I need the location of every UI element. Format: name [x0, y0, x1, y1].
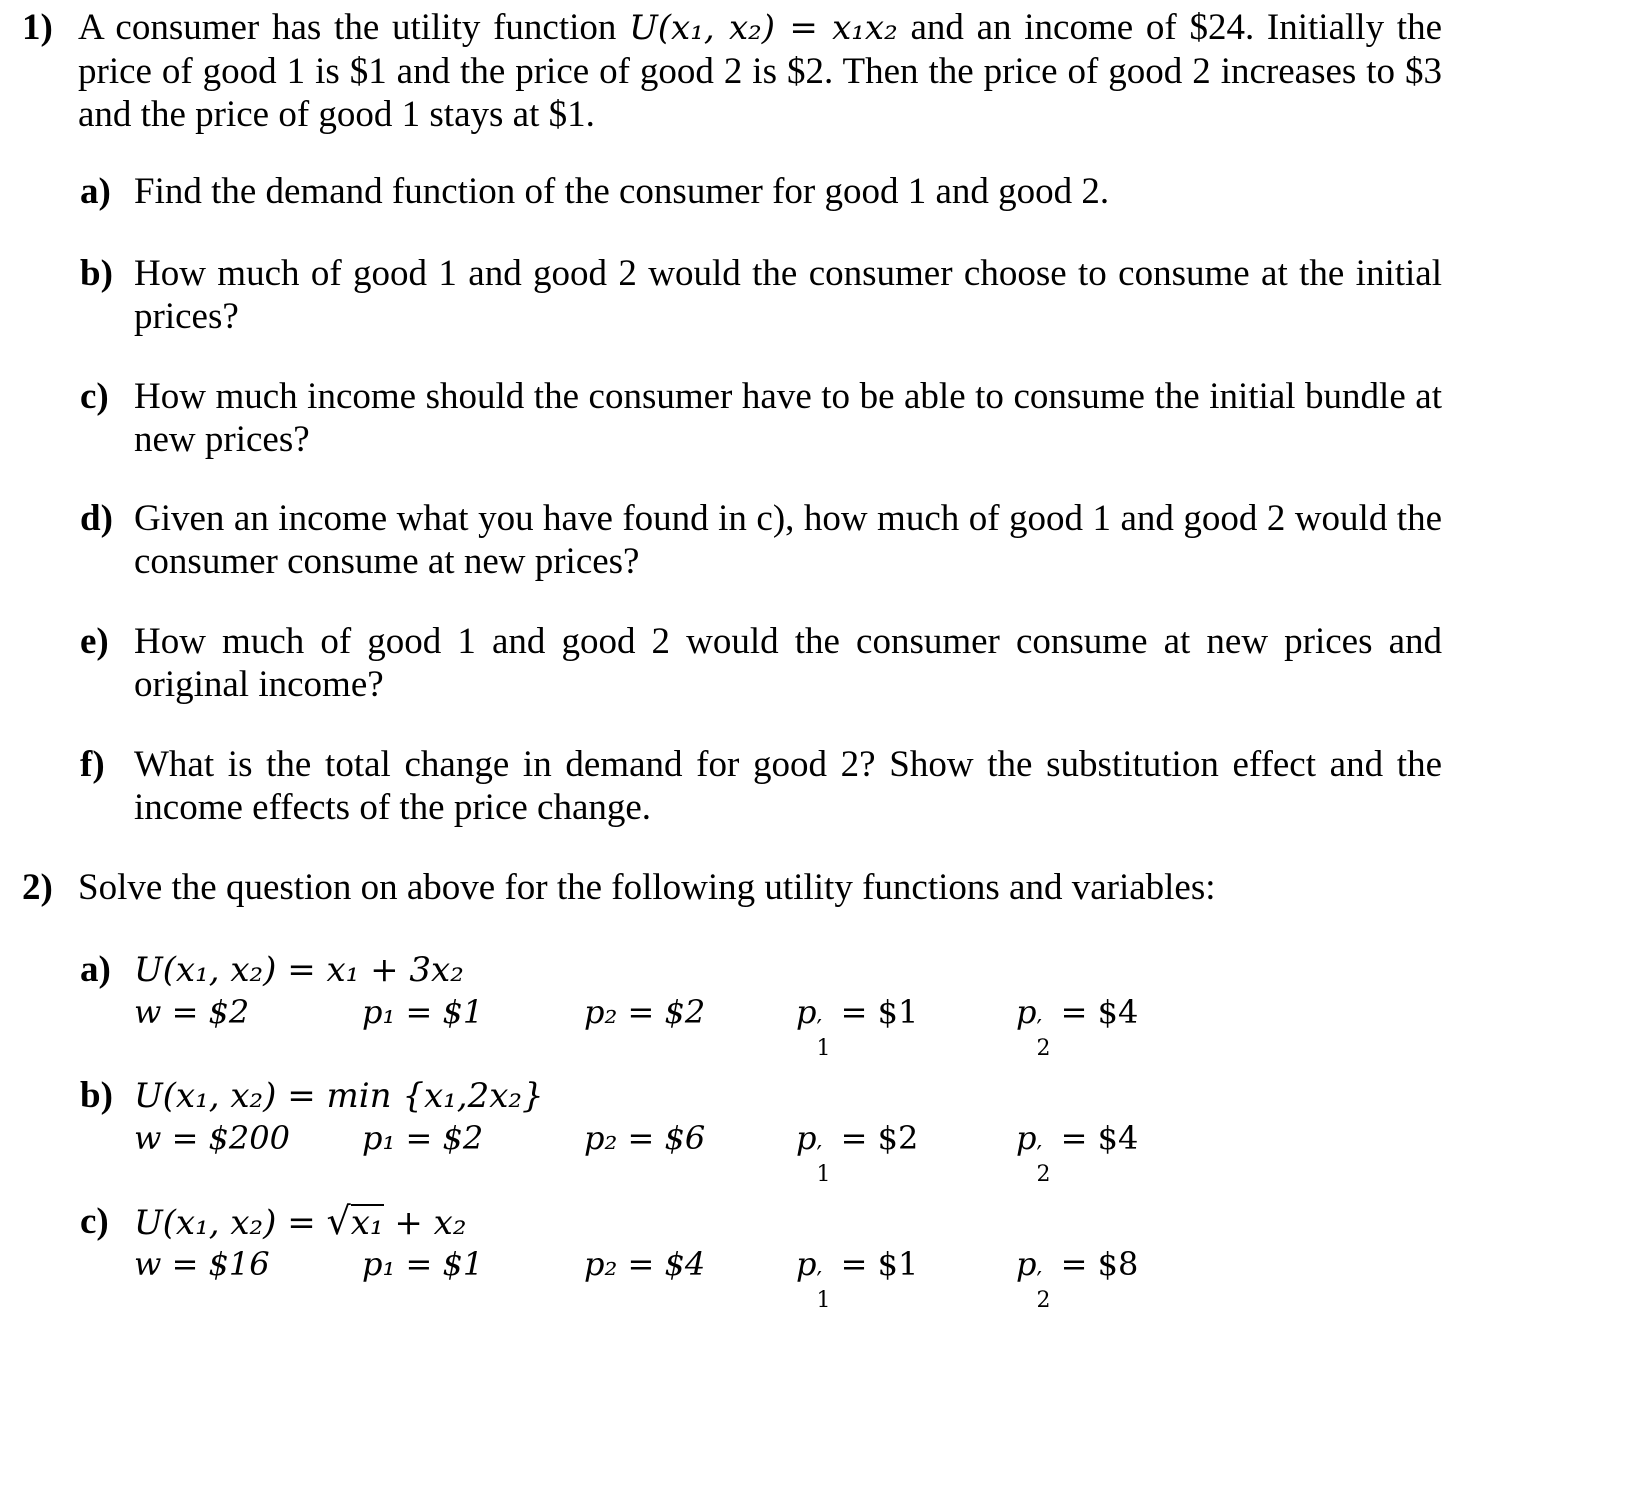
income-value: w = $2	[134, 993, 250, 1031]
utility-function: U(x₁, x₂) = x₁x₂	[629, 8, 898, 48]
document-page: 1) A consumer has the utility function U(x₁, x₂) = x₁x₂ and an income of $24. Initially the price of good 1 is $1 and the price of good 2 is $2. Then the price of good 2 increases to $3 and the price of good 1 stays at $1. a) Find the demand function of the consumer for good 1 and good 2. b) How much of good 1 and good 2 would the consumer choose to consume at the initial prices? c) How much income should the consumer have to be able to consume the initial bundle at new prices? d) Given an income what you have found in c), how much of good 1 and good 2 would the consumer consume at new prices? e) How much of good 1 and good 2 would the consumer consume at new prices and original income? f) What is the total change in demand for good 2? Show the substitution effect and the income effects of the price change. 2) Solve the question on above for the following utility functions and variables: a) U(x₁, x₂) = x₁ + 3x₂ w = $2 p₁ = $1 p₂ = $2 p ′ 1 = $1 p ′ 2 = $4 b) U(x₁, x₂) = min {x₁,2x₂} w = $200 p₁ = $2 p₂ = $6 p ′ 1 = $2 p ′ 2 = $4 c) U(x₁, x₂) = √x₁ + x₂ w = $16 p₁ = $1 p₂ = $4 p ′ 1 = $1 p ′ 2 = $8	[22, 7, 1443, 1313]
new-price-2: p ′ 2 = $4	[1016, 993, 1139, 1061]
problem-1-statement: A consumer has the utility function U(x₁, x₂) = x₁x₂ and an income of $24. Initially the price of good 1 is $1 and the price of good 2 is $2. Then the price of good 2 increases to $3 and the price of good 1 stays at $1.	[78, 7, 1443, 135]
problem-2-statement: Solve the question on above for the following utility functions and variables:	[78, 867, 1216, 908]
new-price-1: p ′ 1 = $1	[796, 1245, 919, 1313]
new-price-1: p ′ 1 = $1	[796, 993, 919, 1061]
price-2: p₂ = $2	[584, 993, 706, 1031]
problem-number: 1)	[22, 7, 53, 48]
square-root-symbol: √	[326, 1199, 351, 1243]
problem-number: 2)	[22, 867, 53, 908]
income-value: w = $200	[134, 1119, 290, 1157]
income-value: w = $16	[134, 1245, 270, 1283]
price-2: p₂ = $4	[584, 1245, 706, 1283]
new-price-2: p ′ 2 = $8	[1016, 1245, 1139, 1313]
new-price-1: p ′ 1 = $2	[796, 1119, 919, 1187]
price-1: p₁ = $1	[362, 993, 484, 1031]
new-price-2: p ′ 2 = $4	[1016, 1119, 1139, 1187]
price-1: p₁ = $2	[362, 1119, 484, 1157]
utility-function: U(x₁, x₂) = min {x₁,2x₂}	[134, 1076, 544, 1116]
utility-function: U(x₁, x₂) = √x₁ + x₂	[134, 1199, 467, 1243]
price-2: p₂ = $6	[584, 1119, 706, 1157]
price-1: p₁ = $1	[362, 1245, 484, 1283]
utility-function: U(x₁, x₂) = x₁ + 3x₂	[134, 950, 464, 990]
